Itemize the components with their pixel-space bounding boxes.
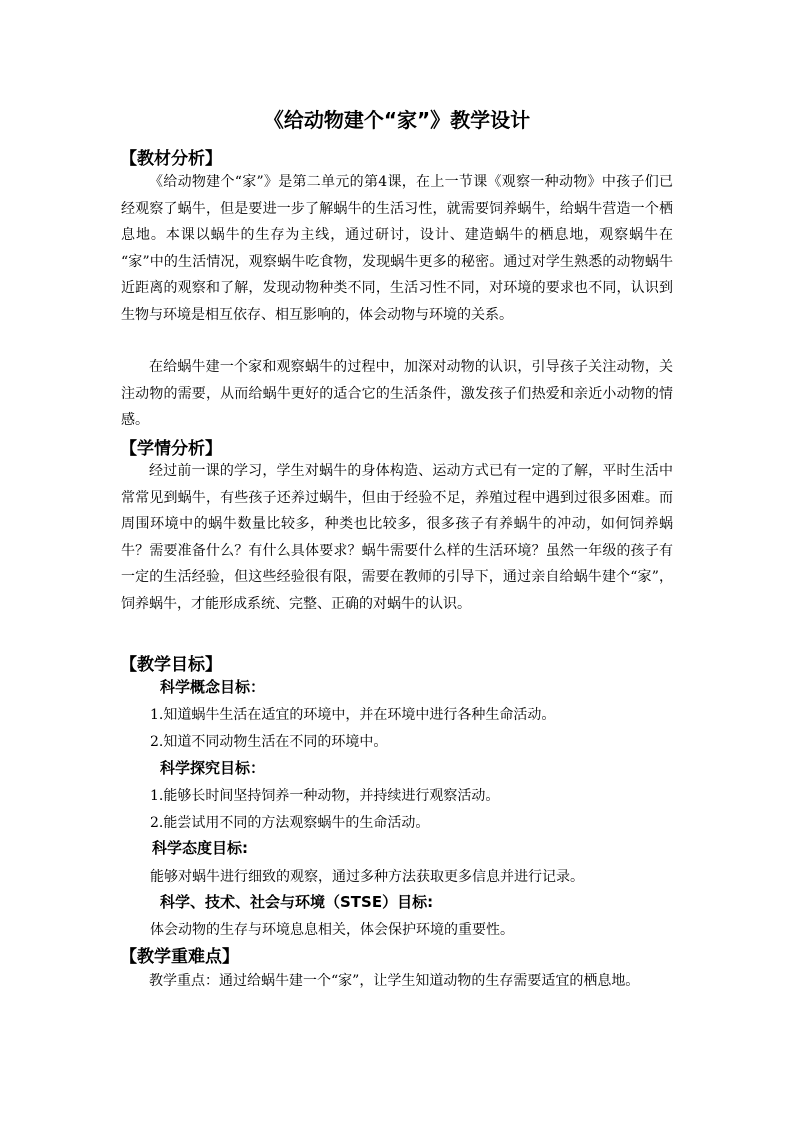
keypoints-paragraph: 教学重点：通过给蜗牛建一个“家”，让学生知道动物的生存需要适宜的栖息地。: [149, 973, 640, 989]
stse-goal-text: 体会动物的生存与环境息息相关，体会保护环境的重要性。: [150, 922, 514, 938]
textbook-paragraph-2: 在给蜗牛建一个家和观察蜗牛的过程中，加深对动物的认识，引导孩子关注动物，关注动物的需要，从而给蜗牛更好的适合它的生活条件，激发孩子们热爱和亲近小动物的情感。: [121, 359, 673, 428]
section-heading-students: 【学情分析】: [120, 439, 222, 459]
document-title: 《给动物建个“家”》教学设计: [263, 108, 531, 132]
section-heading-keypoints: 【教学重难点】: [120, 947, 239, 967]
inquiry-goals-heading: 科学探究目标：: [160, 759, 266, 777]
section-heading-goals: 【教学目标】: [120, 655, 222, 675]
attitude-goal-text: 能够对蜗牛进行细致的观察，通过多种方法获取更多信息并进行记录。: [150, 869, 584, 885]
section-heading-textbook: 【教材分析】: [120, 149, 222, 169]
inquiry-goal-item: 2.能尝试用不同的方法观察蜗牛的生命活动。: [150, 815, 430, 831]
concept-goal-item: 1.知道蜗牛生活在适宜的环境中，并在环境中进行各种生命活动。: [150, 707, 556, 723]
inquiry-goal-item: 1.能够长时间坚持饲养一种动物，并持续进行观察活动。: [150, 788, 500, 804]
concept-goal-item: 2.知道不同动物生活在不同的环境中。: [150, 734, 388, 750]
textbook-paragraph-1: 《给动物建个“家”》是第二单元的第4课，在上一节课《观察一种动物》中孩子们已经观察了蜗牛，但是要进一步了解蜗牛的生活习性，就需要饲养蜗牛，给蜗牛营造一个栖息地。本课以蜗牛的生存为主线，通过研讨，设计、建造蜗牛的栖息地，观察蜗牛在 “家”中的生活情况，观察蜗牛吃食物，发现蜗牛更多的秘密。通过对学生熟悉的动物蜗牛近距离的观察和了解，发现动物种类不同，生活习性不同，对环境的要求也不同，认识到生物与环境是相互依存、相互影响的，体会动物与环境的关系。: [121, 174, 673, 323]
concept-goals-heading: 科学概念目标：: [160, 678, 266, 696]
attitude-goals-heading: 科学态度目标:: [152, 839, 248, 857]
students-paragraph: 经过前一课的学习，学生对蜗牛的身体构造、运动方式已有一定的了解，平时生活中常常见到蜗牛，有些孩子还养过蜗牛，但由于经验不足，养殖过程中遇到过很多困难。而周围环境中的蜗牛数量比较多，种类也比较多，很多孩子有养蜗牛的冲动，如何饲养蜗牛？需要准备什么？有什么具体要求？蜗牛需要什么样的生活环境？虽然一年级的孩子有一定的生活经验，但这些经验很有限，需要在教师的引导下，通过亲自给蜗牛建个“家”，饲养蜗牛，才能形成系统、完整、正确的对蜗牛的认识。: [121, 463, 673, 612]
stse-goals-heading: 科学、技术、社会与环境（STSE）目标:: [160, 893, 434, 911]
